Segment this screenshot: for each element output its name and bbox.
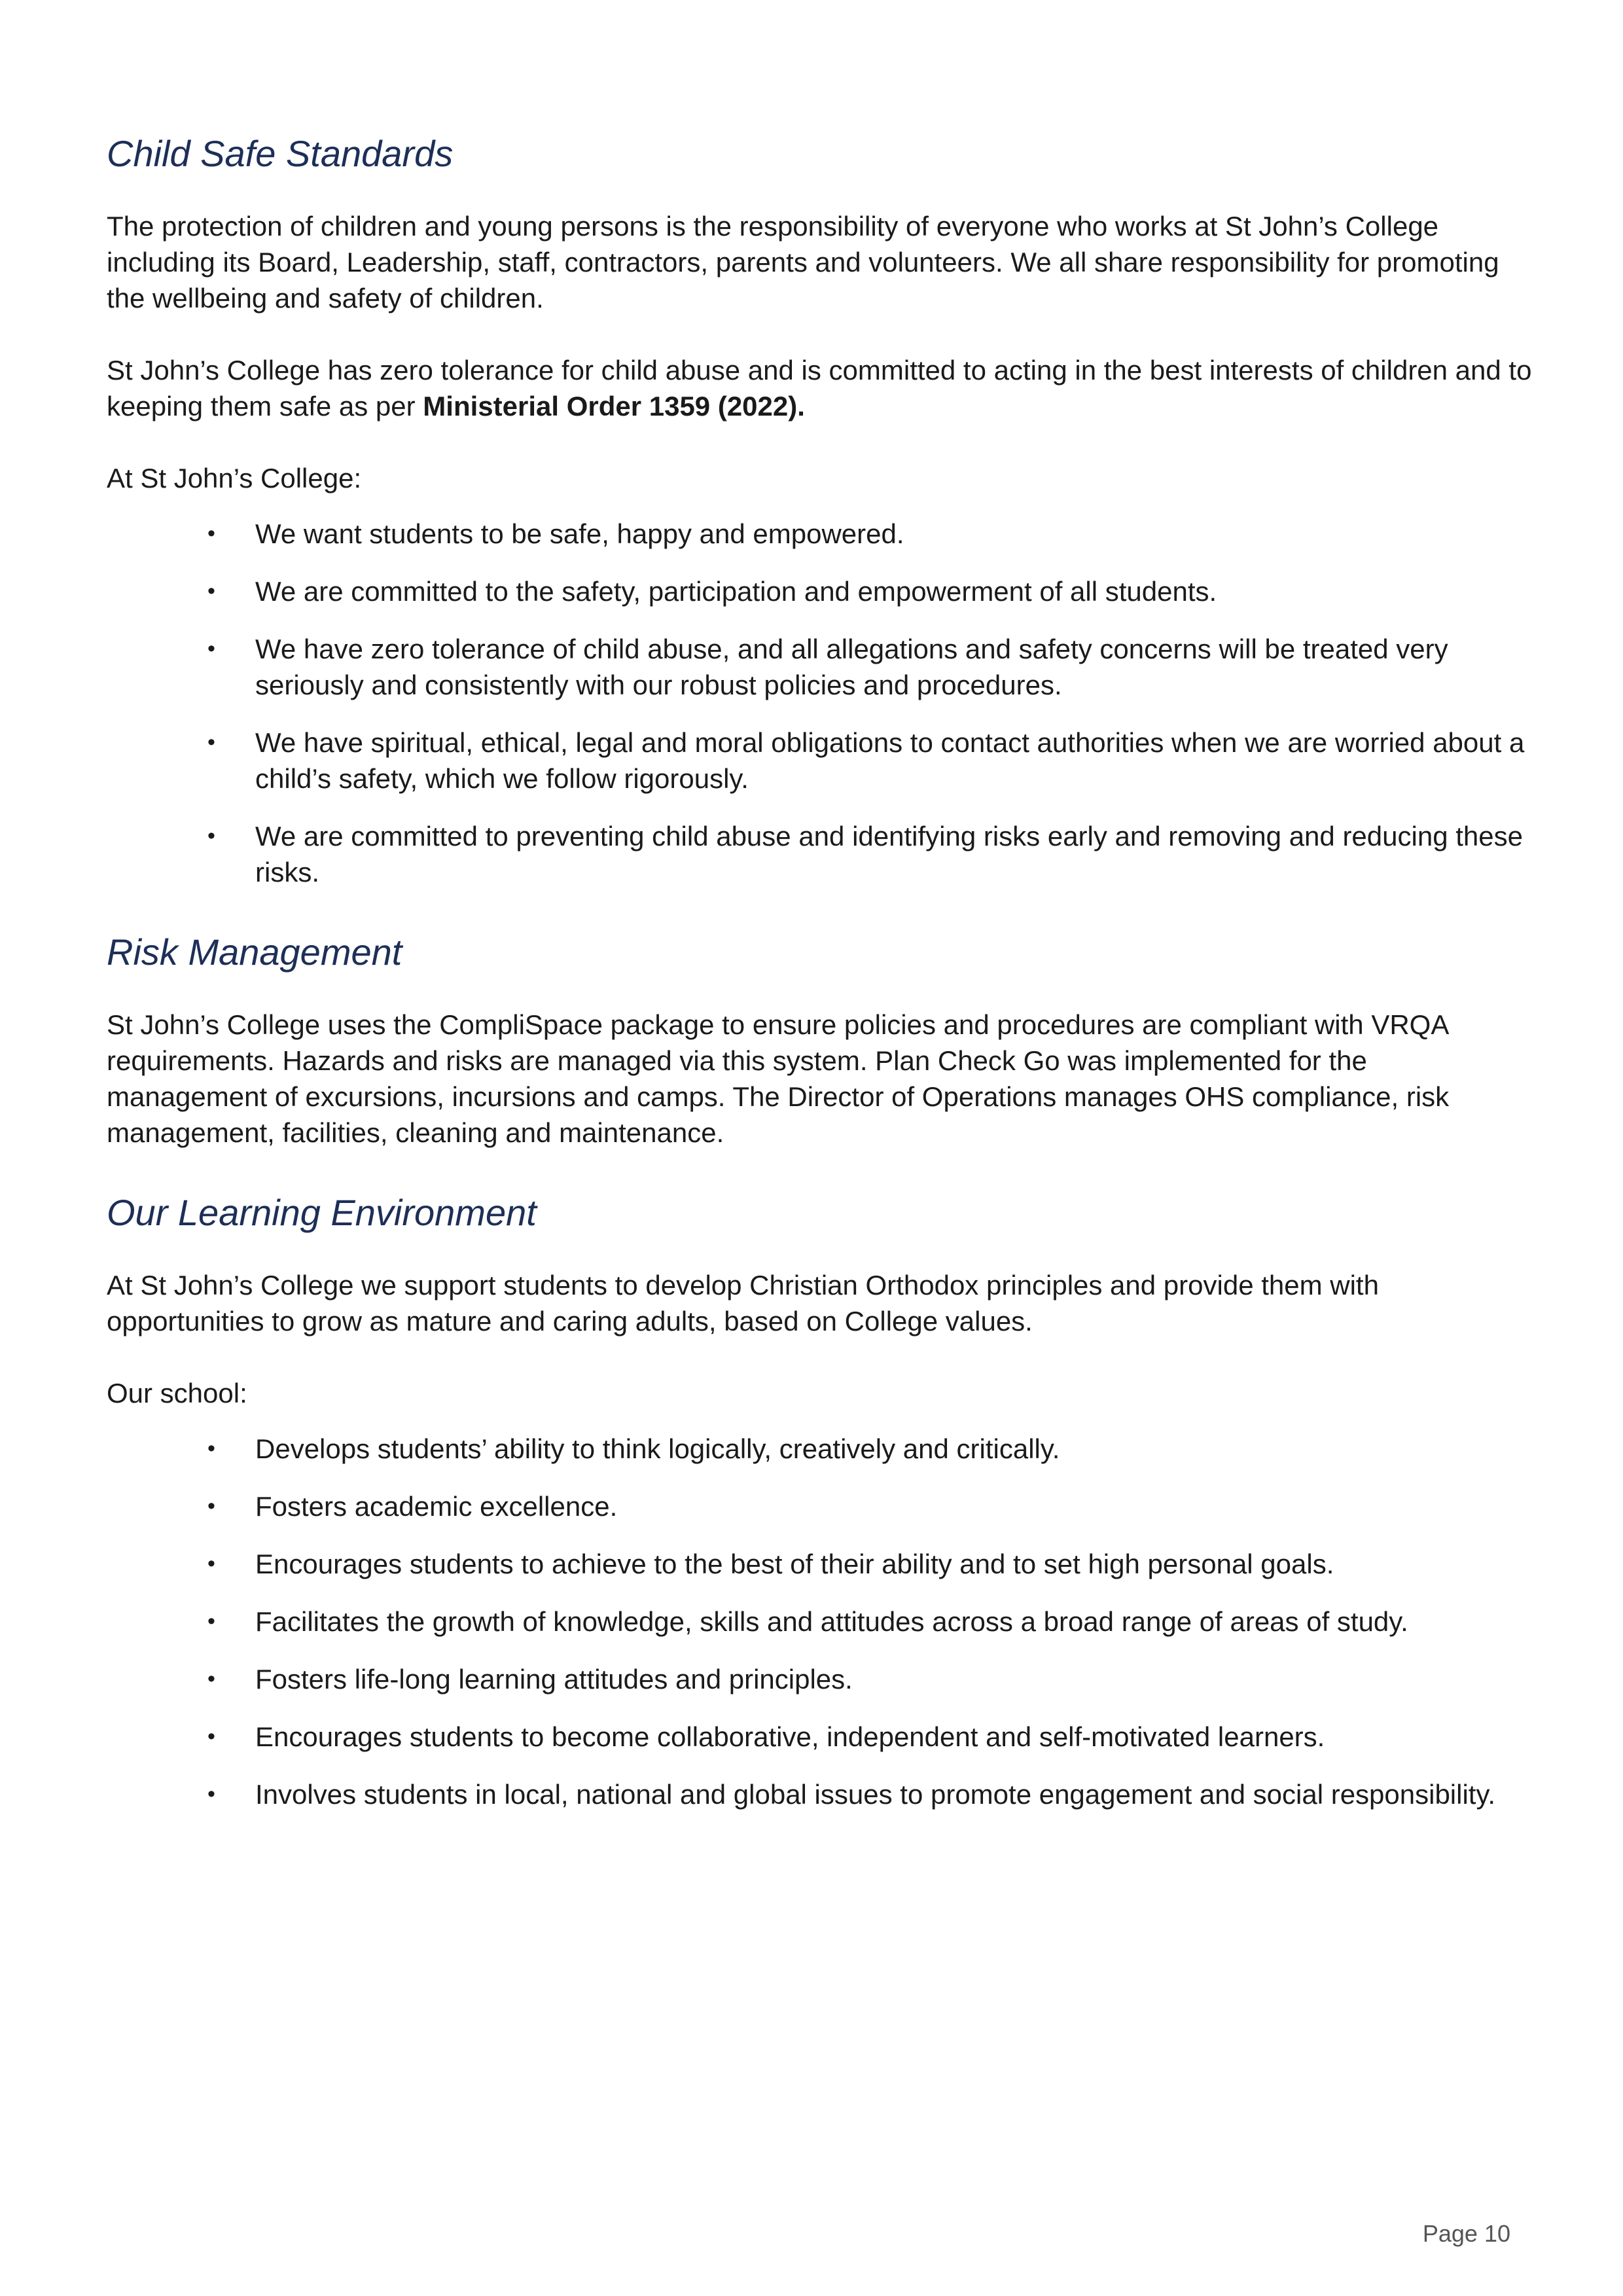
learning-environment-section — [107, 1190, 1533, 1812]
list-item: • We are committed to preventing child abuse and identifying risks early and removing and reducing these risks. — [255, 818, 1533, 890]
learning-environment-paragraph: At St John’s College we support students to develop Christian Orthodox principles and provide them with opportunities to grow as mature and caring adults, based on College values. — [107, 1270, 1379, 1336]
child-safe-paragraph-1: The protection of children and young persons is the responsibility of everyone who works at St John’s College including its Board, Leadership, staff, contractors, parents and volunteers. We all share responsibility for promoting the wellbeing and safety of children. — [107, 211, 1499, 314]
risk-management-section — [107, 929, 1533, 1151]
child-safe-bullet-list — [107, 516, 1533, 890]
ministerial-order-reference: Ministerial Order 1359 (2022). — [423, 391, 805, 422]
list-item: • We are committed to the safety, participation and empowerment of all students. — [255, 573, 1533, 609]
list-item: • Encourages students to become collaborative, independent and self-motivated learners. — [255, 1719, 1533, 1755]
list-item: • Fosters academic excellence. — [255, 1488, 1533, 1524]
document-page — [107, 131, 1533, 1812]
child-safe-heading: Child Safe Standards — [107, 133, 454, 174]
page-number: Page 10 — [1422, 2220, 1510, 2247]
risk-management-paragraph: St John’s College uses the CompliSpace package to ensure policies and procedures are compliant with VRQA requirements. Hazards and risks are managed via this system. Plan Check Go was implemented for the management of excursions, incursions and camps. The Director of Operations manages OHS compliance, risk management, facilities, cleaning and maintenance. — [107, 1009, 1450, 1148]
child-safe-section — [107, 131, 1533, 890]
learning-environment-heading: Our Learning Environment — [107, 1192, 537, 1233]
child-safe-paragraph-2 — [107, 352, 1533, 424]
list-item: • Fosters life-long learning attitudes and principles. — [255, 1661, 1533, 1697]
list-item: • Involves students in local, national and global issues to promote engagement and social responsibility. — [255, 1776, 1533, 1812]
list-item: • Facilitates the growth of knowledge, skills and attitudes across a broad range of areas of study. — [255, 1604, 1533, 1640]
list-item: • We have spiritual, ethical, legal and moral obligations to contact authorities when we are worried about a child’s safety, which we follow rigorously. — [255, 725, 1533, 797]
list-item: • We want students to be safe, happy and empowered. — [255, 516, 1533, 552]
list-item: • Encourages students to achieve to the best of their ability and to set high personal goals. — [255, 1546, 1533, 1582]
child-safe-paragraph-2-text: St John’s College has zero tolerance for child abuse and is committed to acting in the best interests of children and to keeping them safe as per — [107, 355, 1532, 422]
learning-environment-bullet-list — [107, 1431, 1533, 1812]
learning-environment-intro: Our school: — [107, 1378, 247, 1408]
risk-management-heading: Risk Management — [107, 931, 402, 973]
list-item: • Develops students’ ability to think logically, creatively and critically. — [255, 1431, 1533, 1467]
child-safe-intro: At St John’s College: — [107, 463, 362, 493]
list-item: • We have zero tolerance of child abuse, and all allegations and safety concerns will be treated very seriously and consistently with our robust policies and procedures. — [255, 631, 1533, 703]
